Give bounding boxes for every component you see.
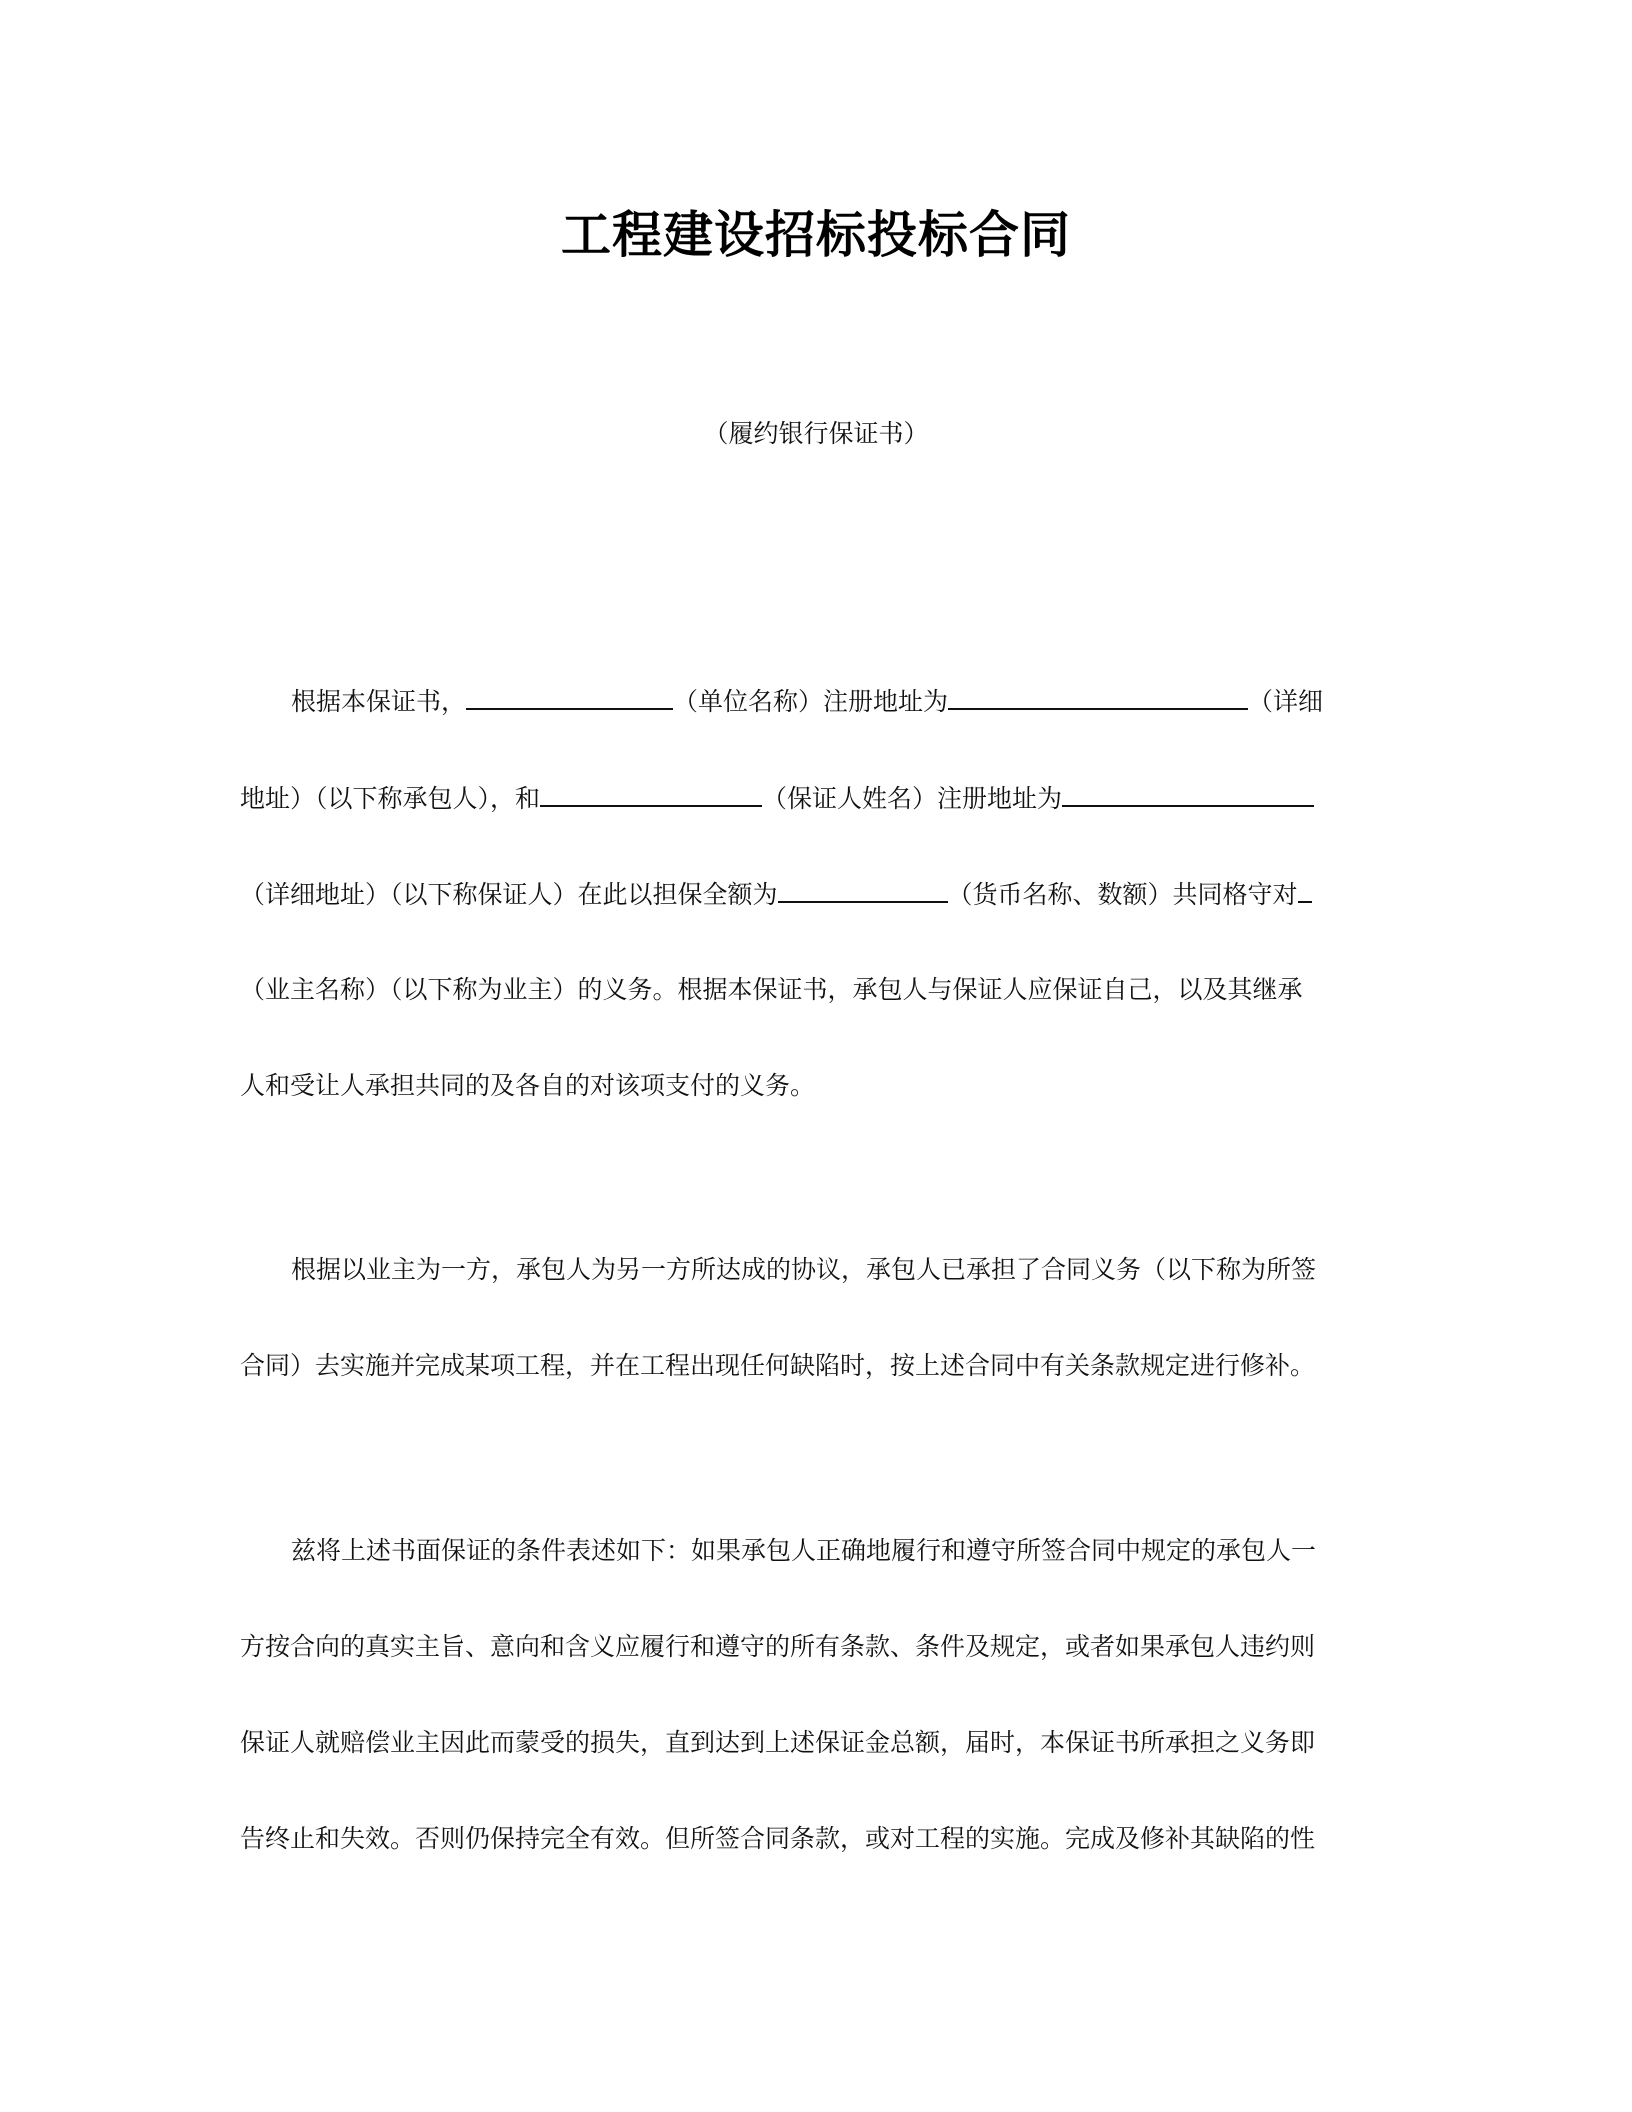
paragraph-1-line-5: 人和受让人承担共同的及各自的对该项支付的义务。 (240, 1071, 816, 1100)
paragraph-3-line-4: 告终止和失效。否则仍保持完全有效。但所签合同条款，或对工程的实施。完成及修补其缺陷的性 (240, 1824, 1316, 1853)
paragraph-2-line-2: 合同）去实施并完成某项工程，并在工程出现任何缺陷时，按上述合同中有关条款规定进行修补。 (240, 1351, 1316, 1380)
text-segment: （详细 (1248, 687, 1324, 716)
text-segment: （单位名称）注册地址为 (673, 687, 949, 716)
paragraph-3-line-1: 兹将上述书面保证的条件表述如下：如果承包人正确地履行和遵守所签合同中规定的承包人一 (291, 1536, 1317, 1565)
document-title: 工程建设招标投标合同 (561, 206, 1071, 264)
paragraph-1-line-2 (240, 781, 1380, 816)
document-subtitle: （履约银行保证书） (703, 419, 929, 448)
text-segment: （保证人姓名）注册地址为 (762, 784, 1063, 813)
blank-guarantee-amount (778, 877, 948, 903)
paragraph-1-line-3 (240, 877, 1380, 912)
blank-owner-name (1298, 877, 1312, 903)
paragraph-3-line-2: 方按合向的真实主旨、意向和含义应履行和遵守的所有条款、条件及规定，或者如果承包人违约则 (240, 1632, 1316, 1661)
blank-unit-name (466, 684, 673, 710)
text-segment: （货币名称、数额）共同格守对 (947, 880, 1298, 909)
blank-guarantor-address (1062, 781, 1314, 807)
paragraph-1-line-4: （业主名称）（以下称为业主）的义务。根据本保证书，承包人与保证人应保证自己，以及其继承 (240, 975, 1303, 1004)
text-segment: 根据本保证书， (291, 687, 467, 716)
paragraph-3-line-3: 保证人就赔偿业主因此而蒙受的损失，直到达到上述保证金总额，届时，本保证书所承担之义务即 (240, 1728, 1316, 1757)
blank-registered-address (948, 684, 1248, 710)
text-segment: （详细地址）（以下称保证人）在此以担保全额为 (240, 880, 778, 909)
paragraph-1-line-1 (291, 684, 1380, 719)
text-segment: 地址）（以下称承包人），和 (240, 784, 541, 813)
blank-guarantor-name (540, 781, 762, 807)
paragraph-2-line-1: 根据以业主为一方，承包人为另一方所达成的协议，承包人已承担了合同义务（以下称为所签 (291, 1255, 1317, 1284)
